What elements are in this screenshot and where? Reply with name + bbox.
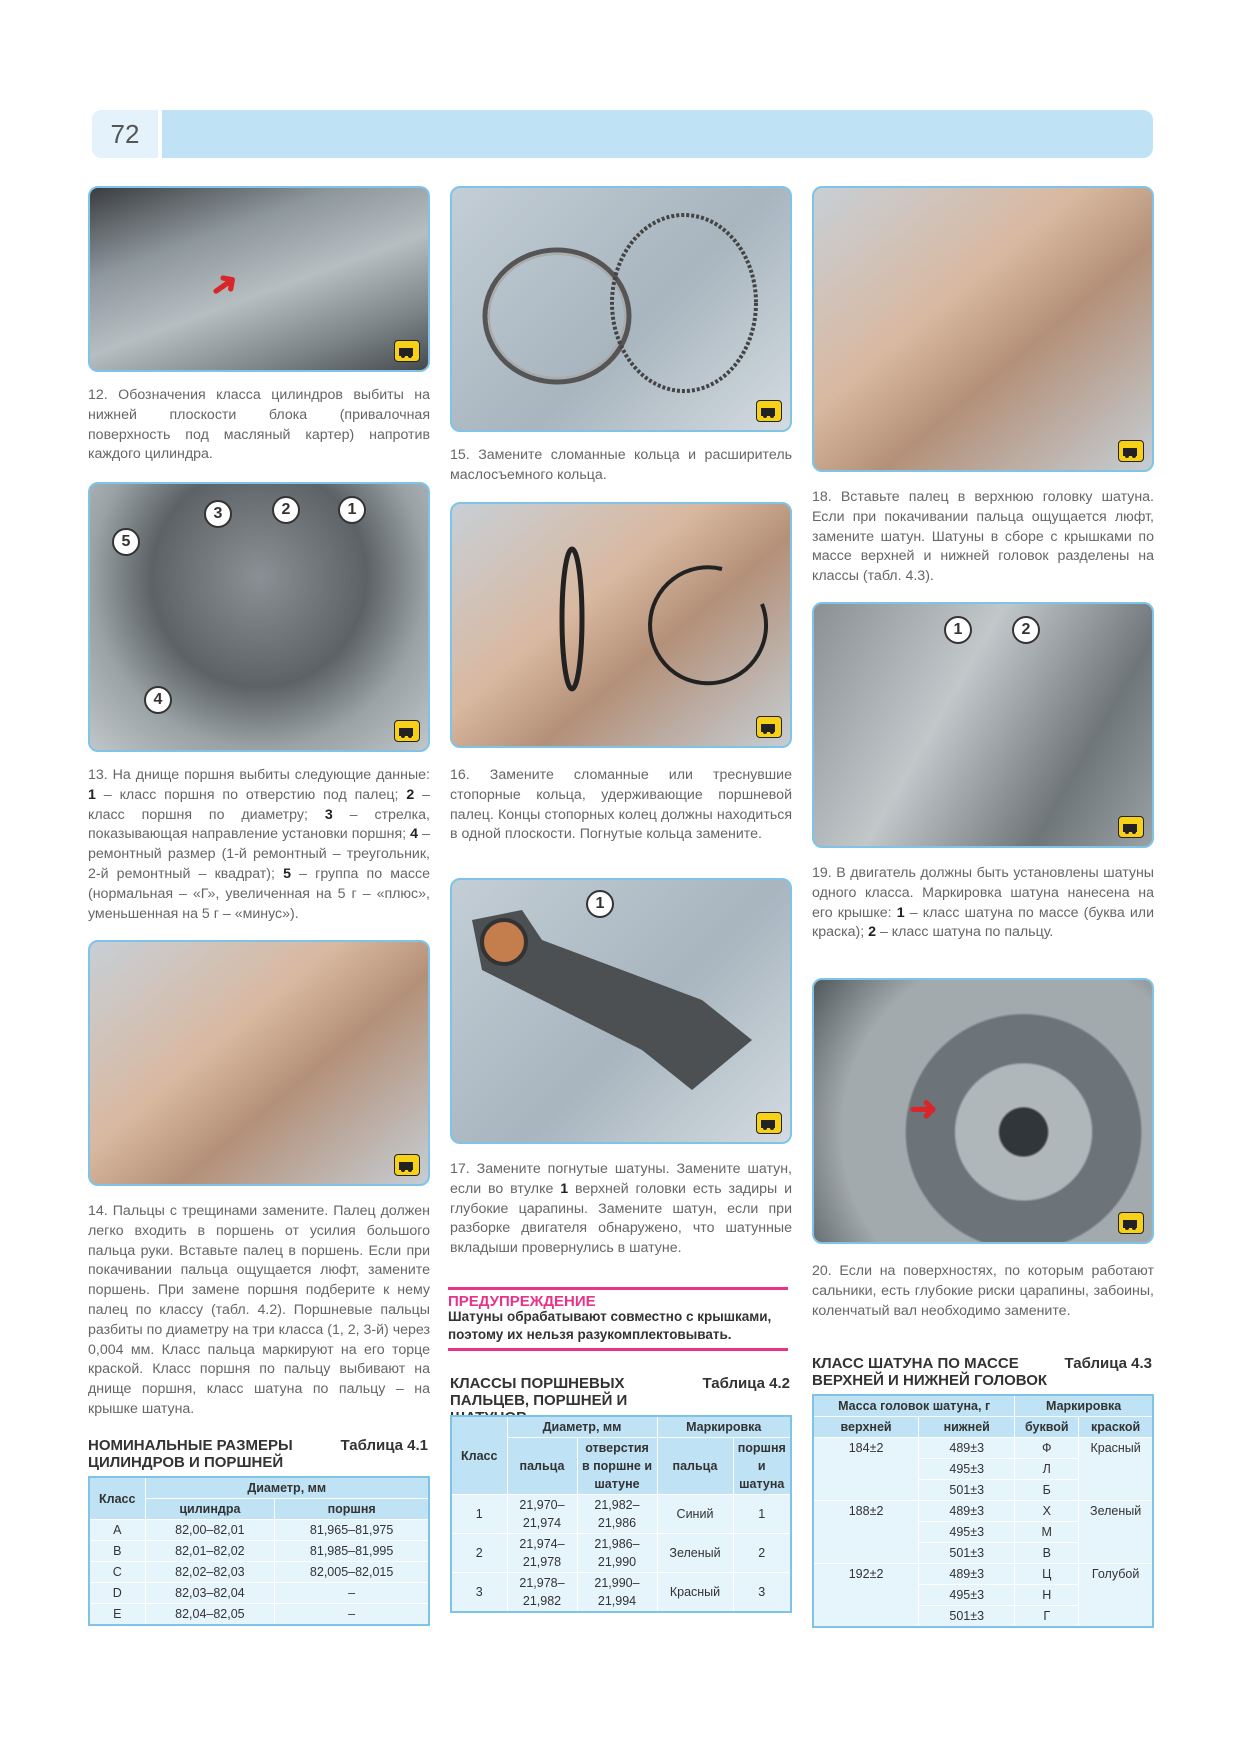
caption-15: 15. Замените сломанные кольца и расширитель маслосъемного кольца. [450,447,792,483]
camera-icon [394,340,420,362]
table-4-3 [812,1394,1154,1628]
th-class: Класс [451,1416,507,1495]
photo-connecting-rod [450,878,792,1144]
table-row: 3 21,978–21,982 21,990–21,994 Красный 3 [451,1573,791,1613]
camera-icon [1118,816,1144,838]
table-row: 2 21,974–21,978 21,986–21,990 Зеленый 2 [451,1534,791,1573]
th-pin: пальца [507,1438,577,1495]
caption-16: 16. Замените сломанные или треснувшие стопорные кольца, удерживающие поршневой палец. Концы стопорных колец должны находиться в одной плоскости. Погнутые кольца замените. [450,767,792,843]
th-mass: Масса головок шатуна, г [813,1395,1015,1417]
table-row: 501±3 Г [813,1606,1153,1628]
table-row: A 82,00–82,01 81,965–81,975 [89,1520,429,1541]
camera-icon [1118,1212,1144,1234]
callout-3: 3 [204,500,232,528]
camera-icon [756,400,782,422]
callout-1: 1 [586,890,614,918]
callout-2: 2 [272,496,300,524]
table-row: 501±3 Б [813,1480,1153,1501]
th-marking: Маркировка [657,1416,791,1438]
th-hole: отверстия в поршне и шатуне [577,1438,657,1495]
warning-title: ПРЕДУПРЕЖДЕНИЕ [448,1287,788,1310]
th-paint: краской [1079,1417,1153,1438]
connecting-rod-illustration [452,880,792,1144]
photo-piston-rings [450,186,792,432]
caption-13: 13. На днище поршня выбиты следующие данные: 1 – класс поршня по отверстию под палец; 2 – класс поршня по диаметру; 3 – стрелка, показывающая направление установки поршня; 4 – ремонтный размер (1-й ремонтный – треугольник, 2-й ремонтный – квадрат); 5 – группа по массе (нормальная – «Г», увеличенная на 5 г – «плюс», уменьшенная на 5 г – «минус»). [88,767,430,922]
table-row: 1 21,970–21,974 21,982–21,986 Синий 1 [451,1495,791,1534]
table-row: 495±3 Н [813,1585,1153,1606]
table-4-1-title: НОМИНАЛЬНЫЕ РАЗМЕРЫ ЦИЛИНДРОВ И ПОРШНЕЙ Таблица 4.1 [88,1437,428,1471]
callout-4: 4 [144,686,172,714]
red-arrow-icon: ➜ [201,261,247,309]
photo-retaining-rings [450,502,792,748]
photo-cylinder-block-marking [88,186,430,372]
table-row: C 82,02–82,03 82,005–82,015 [89,1562,429,1583]
th-letter: буквой [1015,1417,1079,1438]
camera-icon [394,1154,420,1176]
warning-text: Шатуны обрабатывают совместно с крышками, поэтому их нельзя разукомплектовывать. [448,1308,788,1351]
table-4-2-title: КЛАССЫ ПОРШНЕВЫХ ПАЛЬЦЕВ, ПОРШНЕЙ И Таблица 4.2 [450,1375,790,1409]
th-piston: поршня [275,1499,429,1520]
photo-crankshaft-end [812,978,1154,1244]
camera-icon [1118,440,1144,462]
camera-icon [756,716,782,738]
th-diameter: Диаметр, мм [145,1477,429,1499]
photo-piston-pin-insert [88,940,430,1186]
table-row: 501±3 В [813,1543,1153,1564]
photo-piston-crown [88,482,430,752]
table-row: 192±2 489±3 Ц Голубой [813,1564,1153,1585]
camera-icon [394,720,420,742]
th-mark-pin: пальца [657,1438,733,1495]
table-4-2 [450,1415,792,1613]
table-row: B 82,01–82,02 81,985–81,995 [89,1541,429,1562]
th-class: Класс [89,1477,145,1520]
th-lower: нижней [919,1417,1015,1438]
th-mark-piston: поршня и шатуна [733,1438,791,1495]
table-row: E 82,04–82,05 – [89,1604,429,1626]
caption-14: 14. Пальцы с трещинами замените. Палец должен легко входить в поршень от усилия большого пальца руки. Вставьте палец в поршень. Если при покачивании пальца ощущается люфт, замените поршень. При замене поршня подберите к нему палец по классу (табл. 4.2). Поршневые пальцы разбиты по диаметру на три класса (1, 2, 3-й) через 0,004 мм. Класс пальца маркируют на его торце краской. Класс поршня по пальцу выбивают на днище поршня, класс шатуна по пальцу – на крышке шатуна. [88,1203,430,1417]
page-header-bar [92,110,1153,158]
retaining-ring-illustration [452,504,792,748]
camera-icon [756,1112,782,1134]
callout-1: 1 [338,496,366,524]
page-number: 72 [92,110,162,158]
photo-pin-in-rod [812,186,1154,472]
th-cylinder: цилиндра [145,1499,275,1520]
th-marking: Маркировка [1015,1395,1153,1417]
caption-20: 20. Если на поверхностях, по которым работают сальники, есть глубокие риски царапины, забоины, коленчатый вал необходимо замените. [812,1263,1154,1319]
table-row: 188±2 489±3 Х Зеленый [813,1501,1153,1522]
callout-5: 5 [112,528,140,556]
table-row: 184±2 489±3 Ф Красный [813,1438,1153,1459]
photo-rod-cap-marking [812,602,1154,848]
red-arrow-icon: ➜ [909,1090,938,1128]
callout-2: 2 [1012,616,1040,644]
caption-19: 19. В двигатель должны быть установлены шатуны одного класса. Маркировка шатуна нанесена на его крышке: 1 – класс шатуна по массе (буква или краска); 2 – класс шатуна по пальцу. [812,865,1154,941]
caption-12: 12. Обозначения класса цилиндров выбиты на нижней плоскости блока (привалочная поверхность под масляный картер) напротив каждого цилиндра. [88,387,430,463]
table-row: 495±3 М [813,1522,1153,1543]
caption-18: 18. Вставьте палец в верхнюю головку шатуна. Если при покачивании пальца ощущается люфт, замените шатун. Шатуны в сборе с крышками по массе верхней и нижней головок разделены на классы (табл. 4.3). [812,489,1154,585]
table-row: 495±3 Л [813,1459,1153,1480]
th-diameter: Диаметр, мм [507,1416,657,1438]
table-row: D 82,03–82,04 – [89,1583,429,1604]
rings-illustration [452,188,792,432]
callout-1: 1 [944,616,972,644]
caption-17: 17. Замените погнутые шатуны. Замените шатун, если во втулке 1 верхней головки есть задиры и глубокие царапины. Замените шатун, если при разборке двигателя обнаружено, что шатунные вкладыши провернулись в шатуне. [450,1161,792,1257]
th-upper: верхней [813,1417,919,1438]
table-4-1 [88,1476,430,1626]
table-4-3-title: КЛАСС ШАТУНА ПО МАССЕ ВЕРХНЕЙ И НИЖНЕЙ ГОЛОВОК Таблица 4.3 [812,1355,1152,1389]
